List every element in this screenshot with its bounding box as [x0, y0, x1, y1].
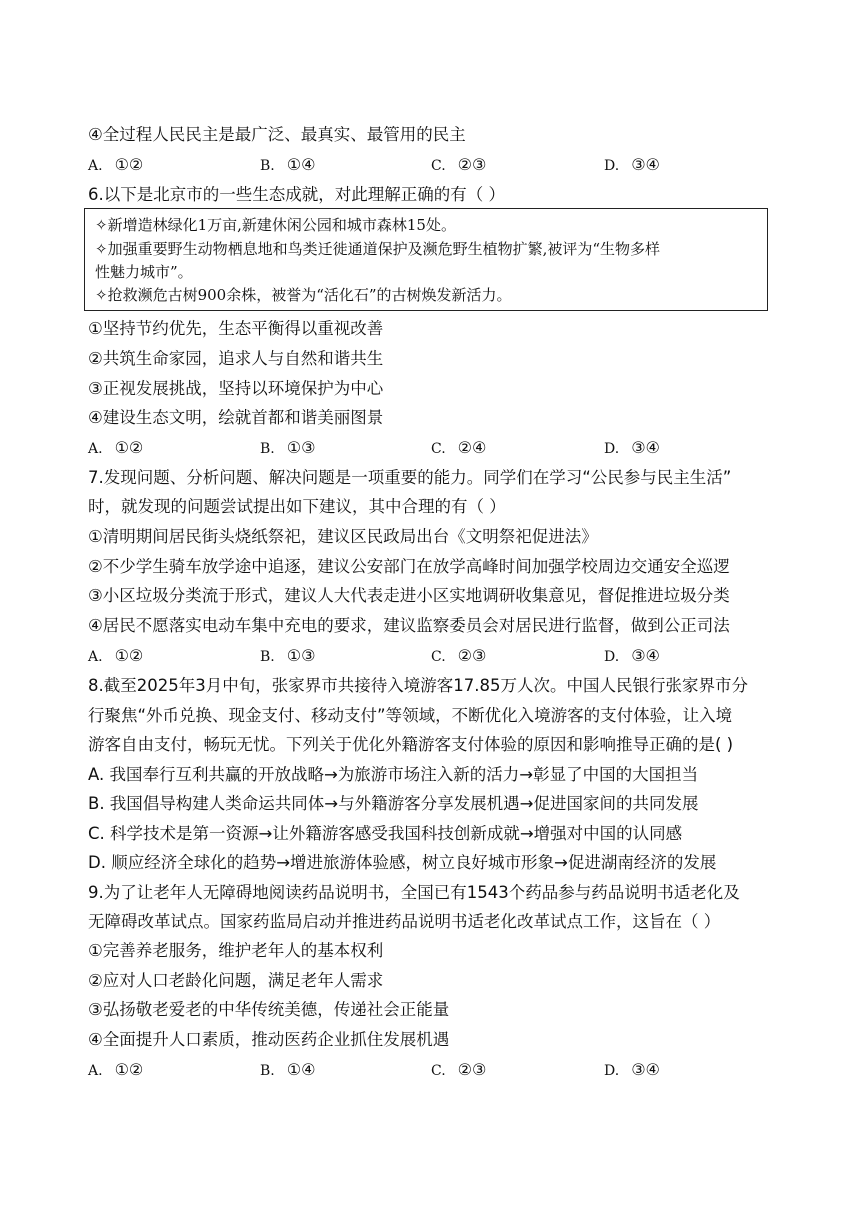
option-letter: A. [88, 441, 103, 457]
q6-statement-4: ④建设生态文明，绘就首都和谐美丽图景 [88, 408, 384, 427]
option-letter: D. [604, 158, 620, 174]
q9-stem-line-1: 9.为了让老年人无障碍地阅读药品说明书，全国已有1543个药品参与药品说明书适老化及 [88, 883, 740, 902]
q9-statement-4: ④全面提升人口素质，推动医药企业抓住发展机遇 [88, 1030, 450, 1049]
q9-stem-line-2: 无障碍改革试点。国家药监局启动并推进药品说明书适老化改革试点工作，这旨在（ ） [88, 912, 721, 931]
option-value: ②③ [457, 646, 487, 665]
q7-option-a [88, 646, 143, 667]
q5-option-b [260, 155, 315, 176]
q7-options [88, 646, 778, 666]
option-letter: D. [604, 1063, 620, 1079]
q6-stem: 6.以下是北京市的一些生态成就，对此理解正确的有（ ） [88, 185, 505, 204]
q6-box-line-3: 性魅力城市”。 [95, 263, 193, 281]
q5-option-c [431, 155, 486, 176]
q9-option-b [260, 1060, 315, 1081]
option-value: ①② [114, 646, 144, 665]
option-letter: C. [431, 441, 446, 457]
option-value: ①② [114, 1060, 144, 1079]
q7-option-d [604, 646, 660, 667]
q6-statement-3: ③正视发展挑战，坚持以环境保护为中心 [88, 379, 384, 398]
q9-options [88, 1060, 778, 1080]
q6-material-box [84, 208, 768, 311]
q6-option-c [431, 438, 486, 459]
q5-statement-4: ④全过程人民民主是最广泛、最真实、最管用的民主 [88, 125, 466, 144]
option-letter: C. [431, 649, 446, 665]
q6-option-d [604, 438, 660, 459]
option-value: ③④ [631, 1060, 660, 1079]
option-value: ②③ [457, 1060, 487, 1079]
q6-option-a [88, 438, 143, 459]
option-value: ①② [114, 155, 144, 174]
q6-box-line-1: ✧新增造林绿化1万亩,新建休闲公园和城市森林15处。 [95, 216, 456, 234]
q5-options [88, 155, 778, 175]
q9-statement-1: ①完善养老服务，维护老年人的基本权利 [88, 941, 384, 960]
q9-option-a [88, 1060, 143, 1081]
option-letter: B. [260, 441, 275, 457]
option-value: ①④ [286, 1060, 316, 1079]
q5-option-d [604, 155, 660, 176]
option-letter: D. [604, 649, 620, 665]
option-letter: A. [88, 649, 103, 665]
q8-choice-c: C. 科学技术是第一资源→让外籍游客感受我国科技创新成就→增强对中国的认同感 [88, 824, 683, 843]
option-value: ③④ [631, 438, 660, 457]
option-letter: B. [260, 649, 275, 665]
option-value: ②③ [457, 155, 487, 174]
q6-box-line-2: ✧加强重要野生动物栖息地和鸟类迁徙通道保护及濒危野生植物扩繁,被评为“生物多样 [95, 240, 661, 258]
q9-statement-3: ③弘扬敬老爱老的中华传统美德，传递社会正能量 [88, 1000, 450, 1019]
q8-choice-b: B. 我国倡导构建人类命运共同体→与外籍游客分享发展机遇→促进国家间的共同发展 [88, 794, 699, 813]
q6-statement-2: ②共筑生命家园，追求人与自然和谐共生 [88, 349, 384, 368]
option-value: ③④ [631, 646, 660, 665]
option-letter: D. [604, 441, 620, 457]
q7-option-b [260, 646, 315, 667]
q9-statement-2: ②应对人口老龄化问题，满足老年人需求 [88, 971, 384, 990]
option-value: ③④ [631, 155, 660, 174]
q6-options [88, 438, 778, 458]
q8-stem-line-3: 游客自由支付，畅玩无忧。下列关于优化外籍游客支付体验的原因和影响推导正确的是( ) [88, 735, 734, 754]
q7-statement-4: ④居民不愿落实电动车集中充电的要求，建议监察委员会对居民进行监督，做到公正司法 [88, 616, 730, 635]
option-letter: C. [431, 158, 446, 174]
option-letter: C. [431, 1063, 446, 1079]
option-letter: B. [260, 158, 275, 174]
q9-option-c [431, 1060, 486, 1081]
q7-stem-line-2: 时，就发现的问题尝试提出如下建议，其中合理的有（ ） [88, 497, 506, 516]
q7-statement-1: ①清明期间居民街头烧纸祭祀，建议区民政局出台《文明祭祀促进法》 [88, 527, 598, 546]
q5-option-a [88, 155, 143, 176]
option-value: ①④ [286, 155, 316, 174]
option-letter: B. [260, 1063, 275, 1079]
q7-option-c [431, 646, 486, 667]
option-letter: A. [88, 1063, 103, 1079]
q6-option-b [260, 438, 315, 459]
q6-box-line-4: ✧抢救濒危古树900余株，被誉为“活化石”的古树焕发新活力。 [95, 286, 512, 304]
q7-statement-2: ②不少学生骑车放学途中追逐，建议公安部门在放学高峰时间加强学校周边交通安全巡逻 [88, 557, 730, 576]
q9-option-d [604, 1060, 660, 1081]
option-value: ①② [114, 438, 144, 457]
q8-choice-a: A. 我国奉行互利共赢的开放战略→为旅游市场注入新的活力→彰显了中国的大国担当 [88, 765, 699, 784]
q8-stem-line-2: 行聚焦“外币兑换、现金支付、移动支付”等领域，不断优化入境游客的支付体验，让入境 [88, 706, 733, 725]
option-value: ①③ [286, 438, 316, 457]
q7-stem-line-1: 7.发现问题、分析问题、解决问题是一项重要的能力。同学们在学习“公民参与民主生活” [88, 468, 732, 487]
option-value: ①③ [286, 646, 316, 665]
q6-statement-1: ①坚持节约优先，生态平衡得以重视改善 [88, 319, 384, 338]
option-value: ②④ [457, 438, 487, 457]
q8-stem-line-1: 8.截至2025年3月中旬，张家界市共接待入境游客17.85万人次。中国人民银行张家界市分 [88, 676, 748, 695]
option-letter: A. [88, 158, 103, 174]
q7-statement-3: ③小区垃圾分类流于形式，建议人大代表走进小区实地调研收集意见，督促推进垃圾分类 [88, 586, 730, 605]
q8-choice-d: D. 顺应经济全球化的趋势→增进旅游体验感，树立良好城市形象→促进湖南经济的发展 [88, 853, 717, 872]
